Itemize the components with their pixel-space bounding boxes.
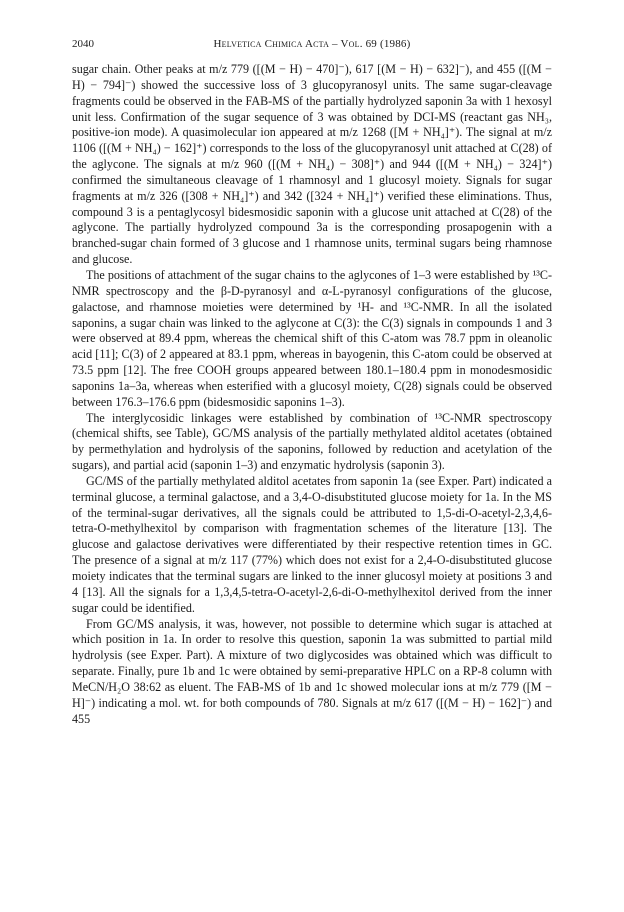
- paragraph-2: The positions of attachment of the sugar chains to the aglycones of 1–3 were established by ¹³C-NMR spectroscopy and the β-D-pyranosyl and α-L-pyranosyl configurations of the glucose, galactose, and rhamnose moieties were determined by ¹H- and ¹³C-NMR. In all the isolated saponins, a sugar chain was linked to the aglycone at C(3): the C(3) signals in compounds 1 and 3 were observed at 89.4 ppm, whereas the chemical shift of this C-atom was 78.7 ppm in oleanolic acid [11]; C(3) of 2 appeared at 83.1 ppm, whereas in bayogenin, this C-atom could be observed at 73.5 ppm [12]. The free COOH groups appeared between 180.1–180.4 ppm in monodesmosidic saponins 1a–3a, whereas when esterified with a glucosyl moiety, C(28) signals could be observed between 176.3–176.6 ppm (bidesmosidic saponins 1–3).: [72, 267, 552, 409]
- article-body: [72, 62, 552, 727]
- running-head: [72, 38, 552, 58]
- paragraph-4: GC/MS of the partially methylated alditol acetates from saponin 1a (see Exper. Part) indicated a terminal glucose, a terminal galactose, and a 3,4-O-disubstituted glucose moiety for 1a. In the MS of the terminal-sugar derivatives, all the signals could be attributed to 1,5-di-O-acetyl-2,3,4,6-tetra-O-methylhexitol by comparison with fragmentation schemes of the literature [13]. The glucose and galactose derivatives were differentiated by their respective retention times in GC. The presence of a signal at m/z 117 (77%) which does not exist for a 2,4-O-disubstituted glucose moiety indicates that the terminal sugars are linked to the inner glucosyl moiety at positions 3 and 4 [13]. All the signals for a 1,3,4,5-tetra-O-acetyl-2,6-di-O-methylhexitol derived from the inner sugar could be identified.: [72, 473, 552, 615]
- paragraph-1: sugar chain. Other peaks at m/z 779 ([(M − H) − 470]⁻), 617 [(M − H) − 632]⁻), and 455 ([(M − H) − 794]⁻) showed the successive loss of 3 glucopyranosyl units. The same sugar-cleavage fragments could be observed in the FAB-MS of the partially hydrolyzed saponin 3a with 1 hexosyl unit less. Confirmation of the sugar sequence of 3 was obtained by DCI-MS (reactant gas NH₃, positive-ion mode). A quasimolecular ion appeared at m/z 1268 ([M + NH₄]⁺). The signal at m/z 1106 ([(M + NH₄) − 162]⁺) corresponds to the loss of the glucopyranosyl unit attached at C(28) of the aglycone. The signals at m/z 960 ([(M + NH₄) − 308]⁺) and 944 ([(M + NH₄) − 324]⁺) confirmed the simultaneous cleavage of 1 rhamnosyl and 1 glucosyl moiety. Signals for sugar fragments at m/z 326 ([308 + NH₄]⁺) and 342 ([324 + NH₄]⁺) verified these eliminations. Thus, compound 3 is a pentaglycosyl bidesmosidic saponin with a glucose unit attached at C(28) of the aglycone. The partially hydrolyzed compound 3a is the corresponding prosapogenin with a branched-sugar chain formed of 3 glucose and 1 rhamnose units, terminal sugars being rhamnose and glucose.: [72, 62, 552, 267]
- journal-title: Helvetica Chimica Acta – Vol. 69 (1986): [213, 38, 411, 50]
- paragraph-5: From GC/MS analysis, it was, however, not possible to determine which sugar is attached at which position in 1a. In order to resolve this question, saponin 1a was submitted to partial mild hydrolysis (see Exper. Part). A mixture of two diglycosides was obtained which was difficult to separate. Finally, pure 1b and 1c were obtained by semi-preparative HPLC on a RP-8 column with MeCN/H₂O 38:62 as eluent. The FAB-MS of 1b and 1c showed molecular ions at m/z 779 ([M − H]⁻) indicating a mol. wt. for both compounds of 780. Signals at m/z 617 ([(M − H) − 162]⁻) and 455: [72, 616, 552, 726]
- page-number: 2040: [72, 38, 94, 50]
- document-page: [72, 38, 552, 727]
- paragraph-3: The interglycosidic linkages were established by combination of ¹³C-NMR spectroscopy (chemical shifts, see Table), GC/MS analysis of the partially methylated alditol acetates (obtained by permethylation and hydrolysis of the saponins, followed by reduction and acetylation of the sugars), and partial acid (saponin 1–3) and enzymatic hydrolysis (saponin 3).: [72, 410, 552, 473]
